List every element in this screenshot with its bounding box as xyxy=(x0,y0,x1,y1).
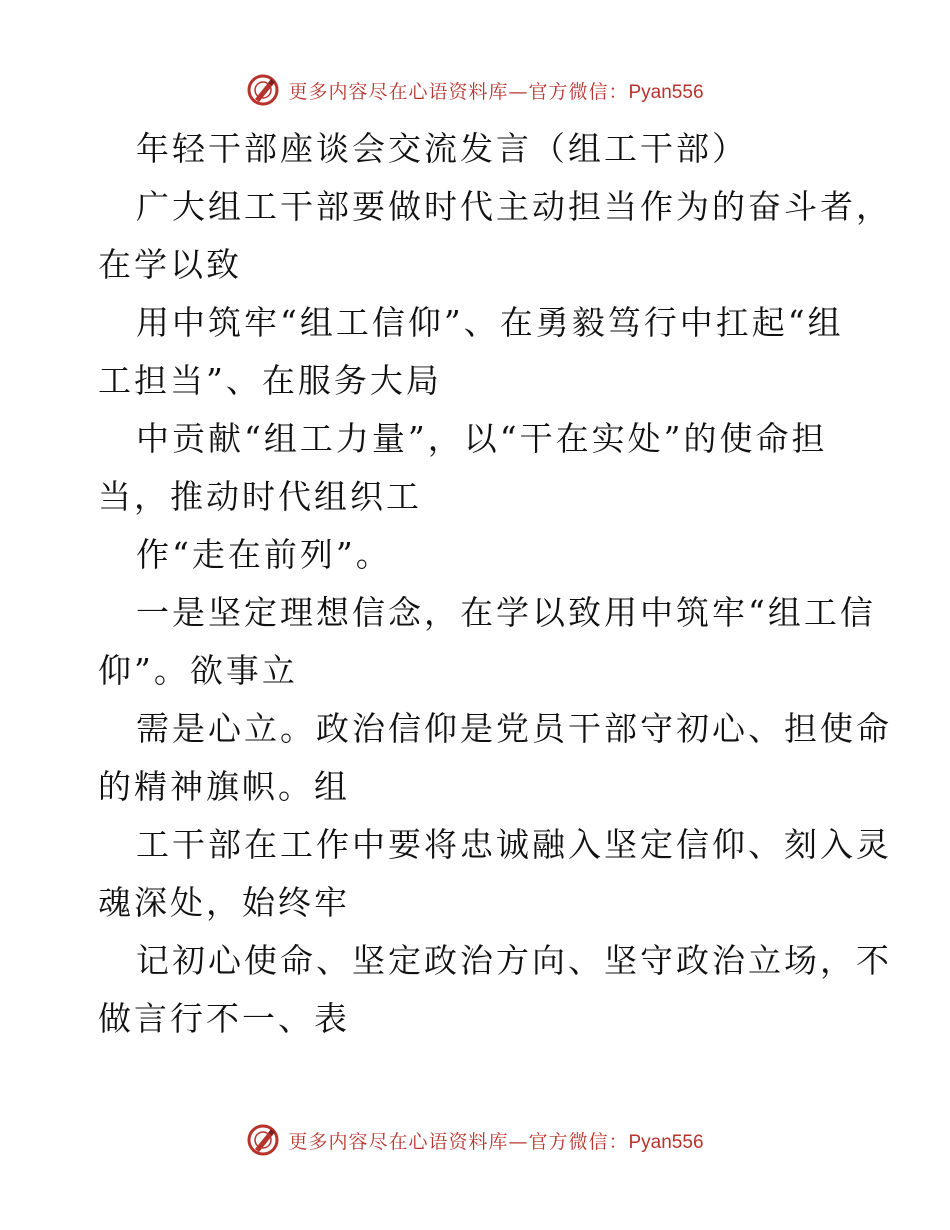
document-body xyxy=(98,120,892,1048)
doc-line: 广大组工干部要做时代主动担当作为的奋斗者， xyxy=(136,187,892,226)
doc-line: 记初心使命、坚定政治方向、坚守政治立场，不 xyxy=(136,941,892,980)
header-wechat-id: Pyan556 xyxy=(628,81,704,103)
header-banner-text: 更多内容尽在心语资料库—官方微信：Pyan556 xyxy=(288,80,704,103)
doc-line: 的精神旗帜。组 xyxy=(98,767,350,806)
footer-banner-text: 更多内容尽在心语资料库—官方微信：Pyan556 xyxy=(288,1130,704,1153)
doc-line: 一是坚定理想信念，在学以致用中筑牢“组工信 xyxy=(136,593,876,632)
doc-line: 仰”。欲事立 xyxy=(98,651,298,690)
doc-line: 需是心立。政治信仰是党员干部守初心、担使命 xyxy=(136,709,892,748)
doc-line: 在学以致 xyxy=(98,245,242,284)
footer-banner xyxy=(0,1120,950,1160)
footer-wechat-id: Pyan556 xyxy=(628,1131,704,1153)
doc-line: 用中筑牢“组工信仰”、在勇毅笃行中扛起“组 xyxy=(136,303,844,342)
doc-line: 作“走在前列”。 xyxy=(136,535,392,574)
doc-title: 年轻干部座谈会交流发言（组工干部） xyxy=(136,129,748,168)
doc-line: 魂深处，始终牢 xyxy=(98,883,350,922)
pen-circle-logo-icon xyxy=(246,73,280,107)
doc-line: 中贡献“组工力量”，以“干在实处”的使命担 xyxy=(136,419,828,458)
doc-line: 当，推动时代组织工 xyxy=(98,477,422,516)
doc-line: 工担当”、在服务大局 xyxy=(98,361,442,400)
doc-line: 工干部在工作中要将忠诚融入坚定信仰、刻入灵 xyxy=(136,825,892,864)
header-banner xyxy=(0,70,950,110)
doc-line: 做言行不一、表 xyxy=(98,999,350,1038)
pen-circle-logo-icon xyxy=(246,1123,280,1157)
